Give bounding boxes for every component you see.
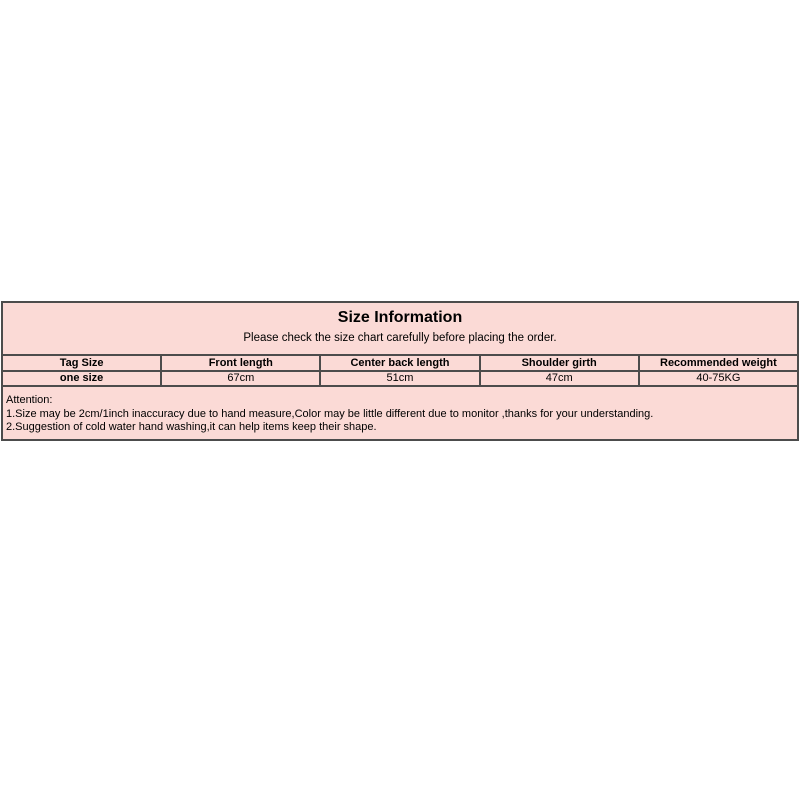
cell-shoulder-girth: 47cm: [480, 371, 639, 386]
size-chart-title: Size Information: [337, 309, 463, 326]
column-header-shoulder-girth: Shoulder girth: [480, 355, 639, 371]
title-row: [2, 302, 798, 355]
column-header-center-back-length: Center back length: [320, 355, 479, 371]
cell-center-back-length: 51cm: [320, 371, 479, 386]
note-line: 2.Suggestion of cold water hand washing,it can help items keep their shape.: [6, 421, 377, 433]
size-chart-subtitle: Please check the size chart carefully before placing the order.: [243, 332, 557, 344]
cell-tag-size: one size: [2, 371, 161, 386]
size-chart-table: [1, 301, 799, 441]
cell-front-length: 67cm: [161, 371, 320, 386]
notes-cell: [2, 386, 798, 440]
notes-heading: Attention:: [6, 394, 53, 406]
notes-row: [2, 386, 798, 440]
note-line: 1.Size may be 2cm/1inch inaccuracy due to hand measure,Color may be little different due to monitor ,thanks for your understanding.: [6, 407, 654, 420]
column-header-front-length: Front length: [161, 355, 320, 371]
column-header-tag-size: Tag Size: [2, 355, 161, 371]
column-header-recommended-weight: Recommended weight: [639, 355, 798, 371]
table-row: [2, 371, 798, 386]
title-cell: [2, 302, 798, 355]
column-header-row: [2, 355, 798, 371]
cell-recommended-weight: 40-75KG: [639, 371, 798, 386]
